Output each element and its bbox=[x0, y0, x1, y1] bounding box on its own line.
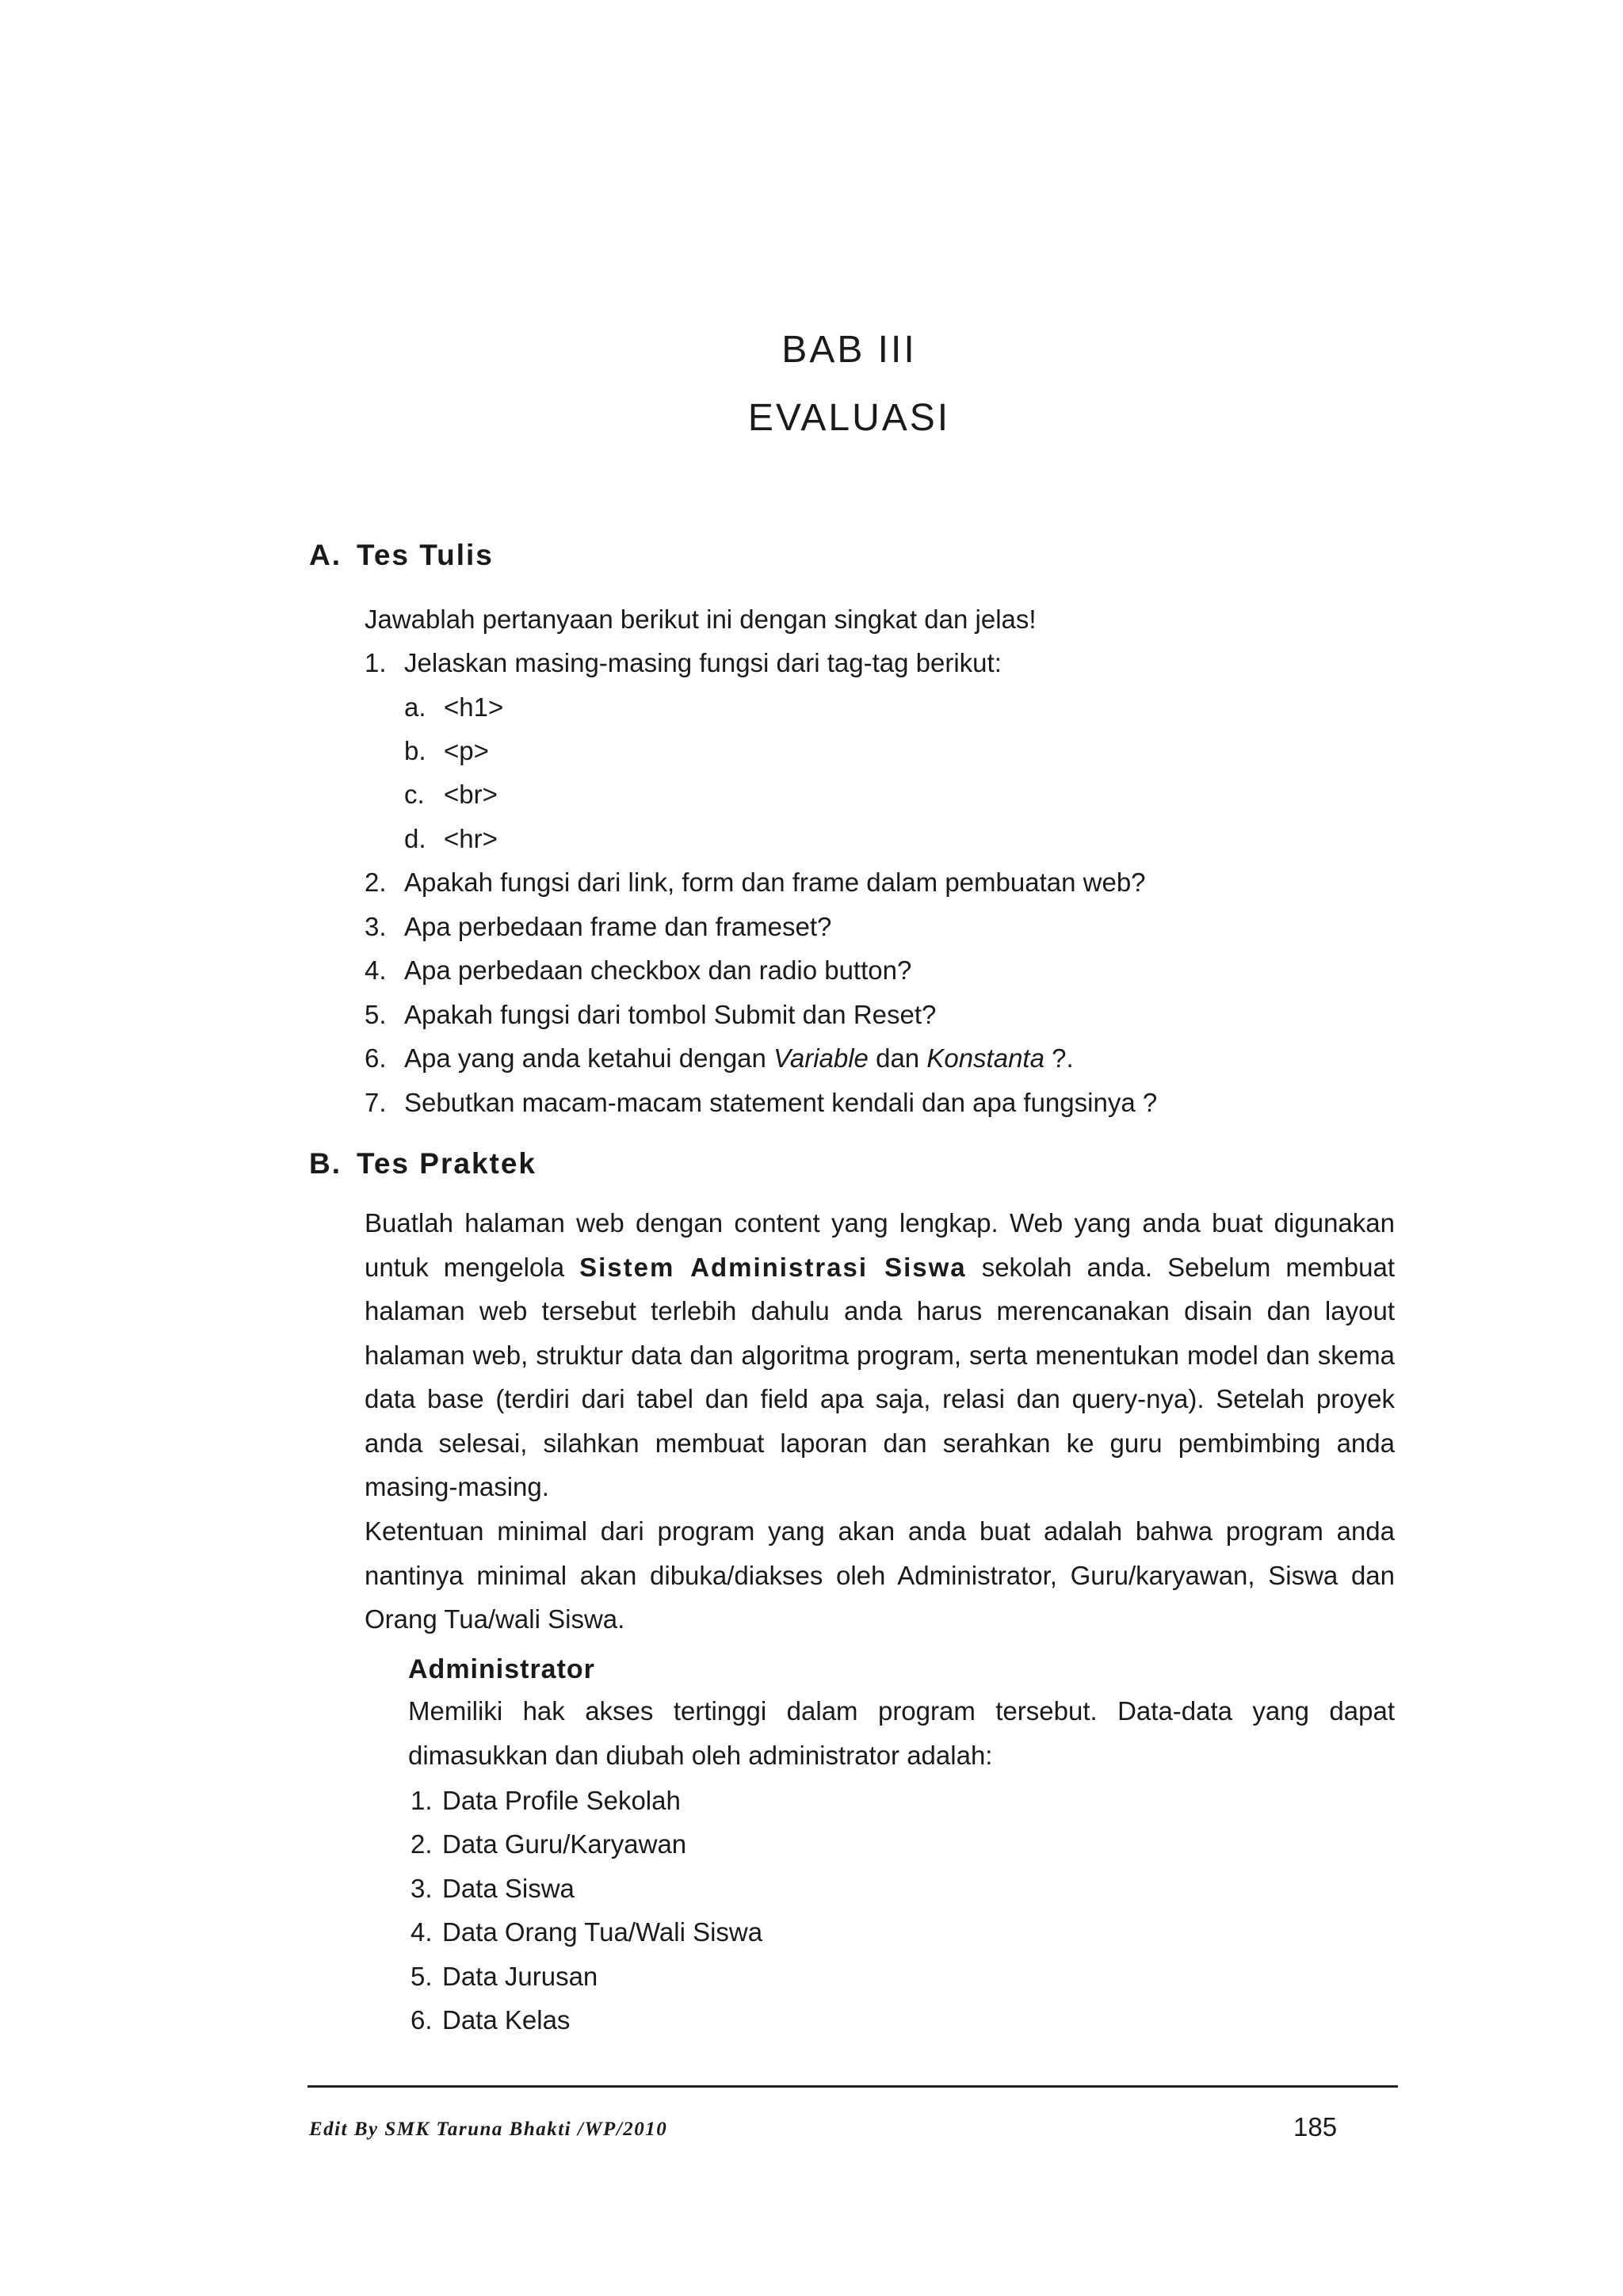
footer-credit: Edit By SMK Taruna Bhakti /WP/2010 bbox=[309, 2119, 668, 2140]
item-text: Data Profile Sekolah bbox=[442, 1786, 681, 1815]
question-2 bbox=[365, 867, 1146, 898]
question-number: 5. bbox=[365, 1000, 387, 1029]
item-text: Data Guru/Karyawan bbox=[442, 1829, 687, 1859]
paragraph-text: sekolah anda. Sebelum membuat halaman web tersebut terlebih dahulu anda harus merencanakan disain dan layout halaman web, struktur data dan algoritma program, serta menentukan model dan skema data base (terdiri dari tabel dan field apa saja, relasi dan query-nya). Setelah proyek anda selesai, silahkan membuat laporan dan serahkan ke guru pembimbing anda masing-masing. bbox=[365, 1252, 1395, 1501]
praktek-paragraph-1 bbox=[365, 1201, 1395, 1509]
question-number: 4. bbox=[365, 955, 387, 985]
admin-item-6 bbox=[411, 2004, 570, 2036]
subitem-text: <br> bbox=[444, 780, 498, 809]
system-name: Sistem Administrasi Siswa bbox=[579, 1252, 967, 1282]
section-a-letter: A. bbox=[309, 539, 342, 571]
question-text: ?. bbox=[1044, 1043, 1074, 1073]
question-number: 3. bbox=[365, 912, 387, 941]
question-4 bbox=[365, 955, 911, 986]
item-number: 4. bbox=[411, 1917, 433, 1947]
paragraph-text: Buatlah halaman web dengan content yang lengkap. Web yang anda buat digunakan untuk mengelola bbox=[365, 1208, 1395, 1282]
question-number: 2. bbox=[365, 868, 387, 897]
section-a-heading bbox=[309, 539, 494, 572]
question-1-subitem-d bbox=[404, 823, 498, 855]
question-1-number: 1. bbox=[365, 648, 387, 677]
item-number: 6. bbox=[411, 2005, 433, 2035]
subitem-text: <h1> bbox=[444, 692, 504, 722]
administrator-heading bbox=[365, 1654, 595, 1685]
question-1-text: Jelaskan masing-masing fungsi dari tag-tag berikut: bbox=[404, 648, 1002, 677]
item-number: 2. bbox=[411, 1829, 433, 1859]
admin-item-2 bbox=[411, 1829, 686, 1860]
subitem-letter: a. bbox=[404, 692, 426, 722]
footer-divider bbox=[307, 2085, 1398, 2088]
administrator-title: Administrator bbox=[408, 1654, 595, 1684]
question-3 bbox=[365, 911, 831, 943]
question-text: Apa yang anda ketahui dengan bbox=[404, 1043, 774, 1073]
praktek-paragraph-2: Ketentuan minimal dari program yang akan anda buat adalah bahwa program anda nantinya minimal akan dibuka/diakses oleh Administrator, Guru/karyawan, Siswa dan Orang Tua/wali Siswa. bbox=[365, 1516, 1395, 1634]
question-7 bbox=[365, 1087, 1157, 1119]
question-text: dan bbox=[868, 1043, 927, 1073]
instruction: Jawablah pertanyaan berikut ini dengan singkat dan jelas! bbox=[365, 605, 1037, 634]
question-1-subitem-b bbox=[404, 735, 489, 767]
item-number: 5. bbox=[411, 1962, 433, 1991]
item-number: 3. bbox=[411, 1874, 433, 1903]
administrator-description: Memiliki hak akses tertinggi dalam program tersebut. Data-data yang dapat dimasukkan dan diubah oleh administrator adalah: bbox=[408, 1696, 1395, 1770]
subitem-text: <hr> bbox=[444, 824, 498, 853]
subitem-letter: d. bbox=[404, 824, 426, 853]
question-1-subitem-a bbox=[404, 692, 503, 723]
section-b-title: Tes Praktek bbox=[357, 1147, 537, 1180]
chapter-title: EVALUASI bbox=[747, 397, 951, 439]
subitem-text: <p> bbox=[444, 736, 489, 765]
section-b-heading bbox=[309, 1147, 537, 1180]
question-text: Apakah fungsi dari link, form dan frame dalam pembuatan web? bbox=[404, 868, 1146, 897]
question-6 bbox=[365, 1043, 1074, 1074]
item-text: Data Siswa bbox=[442, 1874, 575, 1903]
item-text: Data Orang Tua/Wali Siswa bbox=[442, 1917, 763, 1947]
term-variable: Variable bbox=[773, 1043, 869, 1073]
chapter-number: BAB III bbox=[781, 329, 917, 371]
admin-item-3 bbox=[411, 1873, 575, 1905]
subitem-letter: b. bbox=[404, 736, 426, 765]
question-text: Apakah fungsi dari tombol Submit dan Reset? bbox=[404, 1000, 937, 1029]
section-b-letter: B. bbox=[309, 1147, 342, 1180]
question-text: Apa perbedaan checkbox dan radio button? bbox=[404, 955, 912, 985]
question-text: Apa perbedaan frame dan frameset? bbox=[404, 912, 832, 941]
item-text: Data Jurusan bbox=[442, 1962, 598, 1991]
question-1-subitem-c bbox=[404, 779, 498, 810]
term-konstanta: Konstanta bbox=[926, 1043, 1044, 1073]
question-text: Sebutkan macam-macam statement kendali dan apa fungsinya ? bbox=[404, 1088, 1158, 1117]
question-1 bbox=[365, 647, 1002, 679]
admin-item-1 bbox=[411, 1785, 681, 1817]
question-number: 6. bbox=[365, 1043, 387, 1073]
question-5 bbox=[365, 999, 936, 1031]
subitem-letter: c. bbox=[404, 780, 425, 809]
item-number: 1. bbox=[411, 1786, 433, 1815]
admin-item-4 bbox=[411, 1917, 762, 1948]
page-number: 185 bbox=[1293, 2112, 1338, 2142]
admin-item-5 bbox=[411, 1961, 598, 1993]
question-number: 7. bbox=[365, 1088, 387, 1117]
section-a-title: Tes Tulis bbox=[357, 539, 494, 571]
item-text: Data Kelas bbox=[442, 2005, 571, 2035]
